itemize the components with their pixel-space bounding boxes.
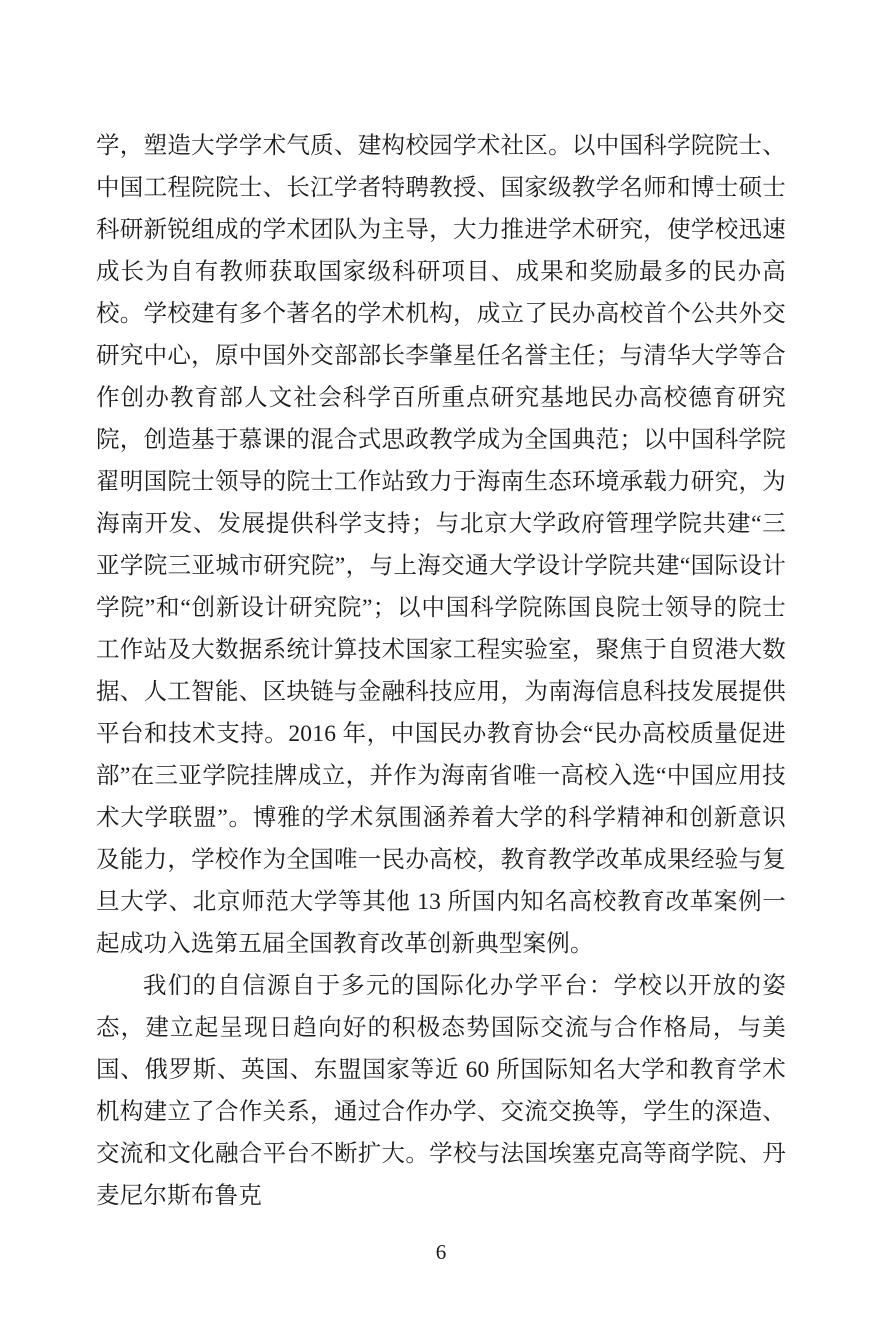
paragraph-1: 学，塑造大学学术气质、建构校园学术社区。以中国科学院院士、中国工程院院士、长江学者特聘教授、国家级教学名师和博士硕士科研新锐组成的学术团队为主导，大力推进学术研究，使学校迅速成长为自有教师获取国家级科研项目、成果和奖励最多的民办高校。学校建有多个著名的学术机构，成立了民办高校首个公共外交研究中心，原中国外交部部长李肇星任名誉主任；与清华大学等合作创办教育部人文社会科学百所重点研究基地民办高校德育研究院，创造基于慕课的混合式思政教学成为全国典范；以中国科学院翟明国院士领导的院士工作站致力于海南生态环境承载力研究，为海南开发、发展提供科学支持；与北京大学政府管理学院共建“三亚学院三亚城市研究院”，与上海交通大学设计学院共建“国际设计学院”和“创新设计研究院”；以中国科学院陈国良院士领导的院士工作站及大数据系统计算技术国家工程实验室，聚焦于自贸港大数据、人工智能、区块链与金融科技应用，为南海信息科技发展提供平台和技术支持。2016 年，中国民办教育协会“民办高校质量促进部”在三亚学院挂牌成立，并作为海南省唯一高校入选“中国应用技术大学联盟”。博雅的学术氛围涵养着大学的科学精神和创新意识及能力，学校作为全国唯一民办高校，教育教学改革成果经验与复旦大学、北京师范大学等其他 13 所国内知名高校教育改革案例一起成功入选第五届全国教育改革创新典型案例。: [96, 133, 786, 957]
paragraph-2: 我们的自信源自于多元的国际化办学平台：学校以开放的姿态，建立起呈现日趋向好的积极态势国际交流与合作格局，与美国、俄罗斯、英国、东盟国家等近 60 所国际知名大学和教育学术机构建立了合作关系，通过合作办学、交流交换等，学生的深造、交流和文化融合平台不断扩大。学校与法国埃塞克高等商学院、丹麦尼尔斯布鲁克: [96, 973, 786, 1209]
page-body: [96, 125, 786, 1217]
page-number: 6: [435, 1240, 447, 1264]
